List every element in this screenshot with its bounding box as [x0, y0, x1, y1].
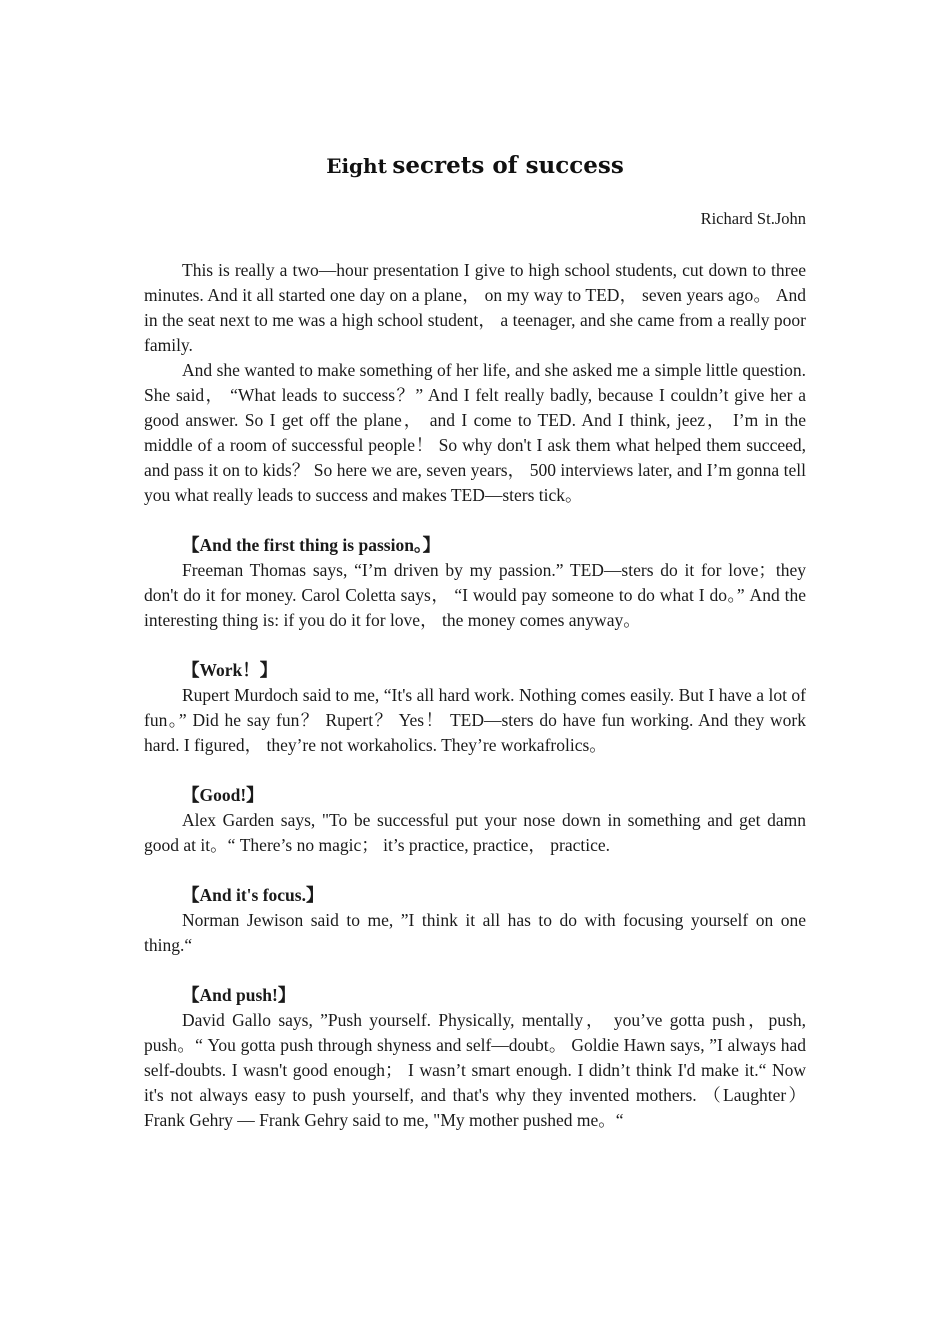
- document-body: [144, 258, 806, 1133]
- section-heading-focus: 【And it's focus.】: [182, 885, 324, 905]
- paragraph: Norman Jewison said to me, ”I think it all has to do with focusing yourself on one thing.“: [144, 910, 806, 955]
- section-heading-good: 【Good!】: [182, 785, 264, 805]
- document-title: [0, 152, 950, 179]
- author-name: Richard St.John: [700, 209, 806, 228]
- section-heading-passion: 【And the first thing is passion。】: [182, 535, 441, 555]
- section-heading-work: 【Work！】: [182, 660, 278, 680]
- paragraph: Freeman Thomas says, “I’m driven by my passion.” TED—sters do it for love；they don't do it for money. Carol Coletta says， “I would pay someone to do what I do。” And the interesting thing is: if you do it for love， the money comes anyway。: [144, 560, 806, 630]
- paragraph: And she wanted to make something of her life, and she asked me a simple little question. She said， “What leads to success？” And I felt really badly, because I couldn’t give her a good answer. So I get off the plane， and I come to TED. And I think, jeez， I’m in the middle of a room of successful people！ So why don't I ask them what helped them succeed, and pass it on to kids？ So here we are, seven years， 500 interviews later, and I’m gonna tell you what really leads to success and makes TED—sters tick。: [144, 360, 806, 505]
- title-part-1: Eight: [326, 154, 387, 178]
- section-heading-push: 【And push!】: [182, 985, 296, 1005]
- paragraph: David Gallo says, ”Push yourself. Physically, mentally， you’ve gotta push，push, push。“ You gotta push through shyness and self—doubt。 Goldie Hawn says, ”I always had self-doubts. I wasn't good enough； I wasn’t smart enough. I didn’t think I'd make it.“ Now it's not always easy to push yourself, and that's why they invented mothers. （Laughter） Frank Gehry — Frank Gehry said to me, "My mother pushed me。“: [144, 1010, 806, 1130]
- paragraph: This is really a two—hour presentation I give to high school students, cut down to three minutes. And it all started one day on a plane， on my way to TED， seven years ago。 And in the seat next to me was a high school student， a teenager, and she came from a really poor family.: [144, 260, 806, 355]
- paragraph: Alex Garden says, "To be successful put your nose down in something and get damn good at it。“ There’s no magic； it’s practice, practice， practice.: [144, 810, 806, 855]
- paragraph: Rupert Murdoch said to me, “It's all hard work. Nothing comes easily. But I have a lot of fun。” Did he say fun？ Rupert？ Yes！ TED—sters do have fun working. And they work hard. I figured， they’re not workaholics. They’re workafrolics。: [144, 685, 806, 755]
- title-part-2: secrets of success: [392, 152, 624, 179]
